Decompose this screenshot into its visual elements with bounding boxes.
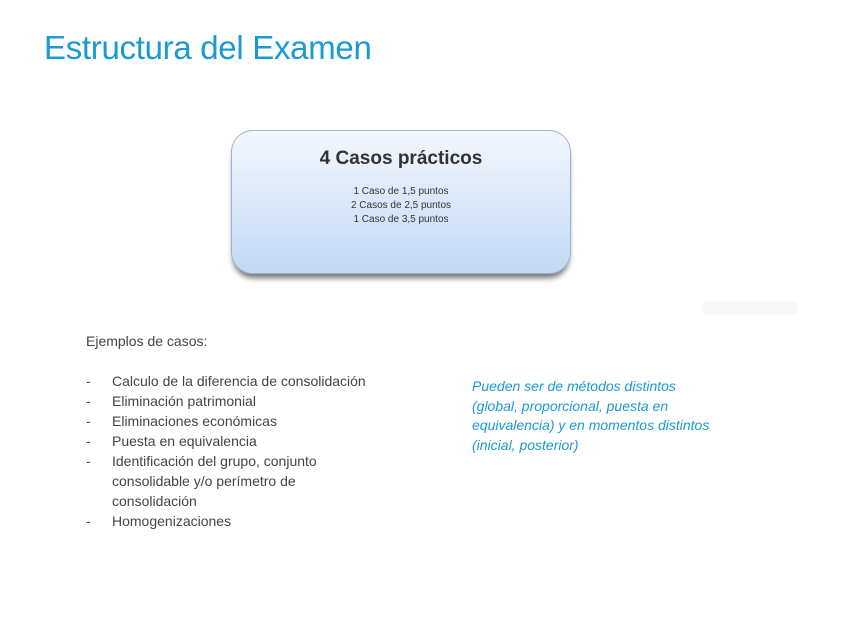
list-bullet: -	[86, 373, 91, 389]
callout-line: 1 Caso de 1,5 puntos	[353, 186, 449, 197]
faint-watermark	[702, 302, 798, 314]
examples-heading: Ejemplos de casos:	[86, 333, 208, 349]
list-item	[86, 451, 382, 511]
list-bullet: -	[86, 393, 91, 409]
callout-line: 2 Casos de 2,5 puntos	[350, 200, 452, 211]
list-bullet: -	[86, 513, 91, 529]
list-item-text: Identificación del grupo, conjunto consolidable y/o perímetro de consolidación	[112, 453, 317, 509]
callout-lines	[232, 185, 570, 227]
callout-line: 1 Caso de 3,5 puntos	[353, 214, 449, 225]
list-item-text: Eliminación patrimonial	[112, 393, 256, 409]
list-item-text: Eliminaciones económicas	[112, 413, 277, 429]
list-item	[86, 511, 426, 531]
list-item	[86, 391, 426, 411]
list-item	[86, 371, 426, 391]
slide-title: Estructura del Examen	[44, 29, 372, 66]
list-item-text: Homogenizaciones	[112, 513, 232, 529]
list-bullet: -	[86, 433, 91, 449]
list-item-text: Calculo de la diferencia de consolidación	[112, 373, 366, 389]
callout-heading: 4 Casos prácticos	[319, 148, 483, 169]
list-item-text: Puesta en equivalencia	[112, 433, 257, 449]
side-note: Pueden ser de métodos distintos (global, proporcional, puesta en equivalencia) y en momentos distintos (inicial, posterior)	[472, 378, 710, 453]
list-item	[86, 431, 426, 451]
list-bullet: -	[86, 453, 91, 469]
list-bullet: -	[86, 413, 91, 429]
list-item	[86, 411, 426, 431]
exam-structure-box	[231, 130, 571, 274]
examples-list	[86, 371, 426, 531]
